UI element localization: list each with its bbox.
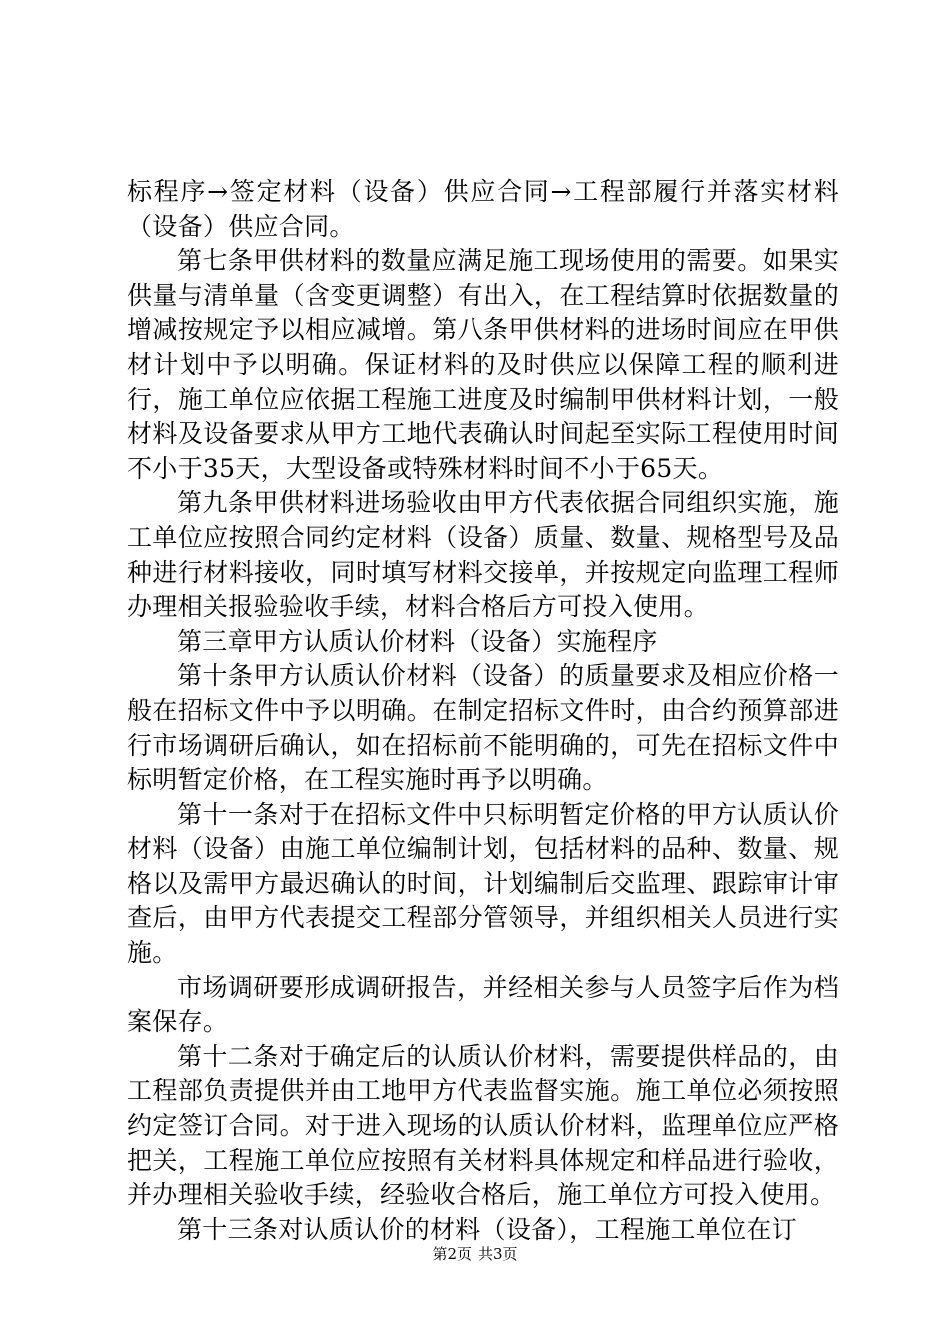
paragraph-5: 第十一条对于在招标文件中只标明暂定价格的甲方认质认价材料（设备）由施工单位编制计划，包括材料的品种、数量、规格以及需甲方最迟确认的时间，计划编制后交监理、跟踪审计审查后，由甲方代表提交工程部分管领导，并组织相关人员进行实施。 (127, 799, 839, 968)
chapter-heading: 第三章甲方认质认价材料（设备）实施程序 (177, 626, 658, 656)
paragraph-1: 标程序→签定材料（设备）供应合同→工程部履行并落实材料（设备）供应合同。 (127, 177, 839, 241)
paragraph-8: 第十三条对认质认价的材料（设备），工程施工单位在订 (177, 1214, 798, 1244)
paragraph-7: 第十二条对于确定后的认质认价材料，需要提供样品的，由工程部负责提供并由工地甲方代表监督实施。施工单位必须按照约定签订合同。对于进入现场的认质认价材料，监理单位应严格把关，工程施工单位应按照有关材料具体规定和样品进行验收，并办理相关验收手续，经验收合格后，施工单位方可投入使用。 (127, 1041, 839, 1210)
page-total: 共3页 (478, 1245, 518, 1263)
paragraph-6: 市场调研要形成调研报告，并经相关参与人员签字后作为档案保存。 (127, 972, 839, 1037)
paragraph-2: 第七条甲供材料的数量应满足施工现场使用的需要。如果实供量与清单量（含变更调整）有出入，在工程结算时依据数量的增减按规定予以相应减增。第八条甲供材料的进场时间应在甲供材计划中予以明确。保证材料的及时供应以保障工程的顺利进行，施工单位应依据工程施工进度及时编制甲供材料计划，一般材料及设备要求从甲方工地代表确认时间起至实际工程使用时间不小于35天，大型设备或特殊材料时间不小于65天。 (127, 246, 839, 483)
document-body (127, 175, 839, 1247)
paragraph-3: 第九条甲供材料进场验收由甲方代表依据合同组织实施，施工单位应按照合同约定材料（设备）质量、数量、规格型号及品种进行材料接收，同时填写材料交接单，并按规定向监理工程师办理相关报验验收手续，材料合格后方可投入使用。 (127, 488, 839, 622)
page-footer (0, 1243, 950, 1264)
paragraph-4: 第十条甲方认质认价材料（设备）的质量要求及相应价格一般在招标文件中予以明确。在制定招标文件时，由合约预算部进行市场调研后确认，如在招标前不能明确的，可先在招标文件中标明暂定价格，在工程实施时再予以明确。 (127, 661, 839, 795)
page-number: 第2页 (432, 1245, 472, 1263)
